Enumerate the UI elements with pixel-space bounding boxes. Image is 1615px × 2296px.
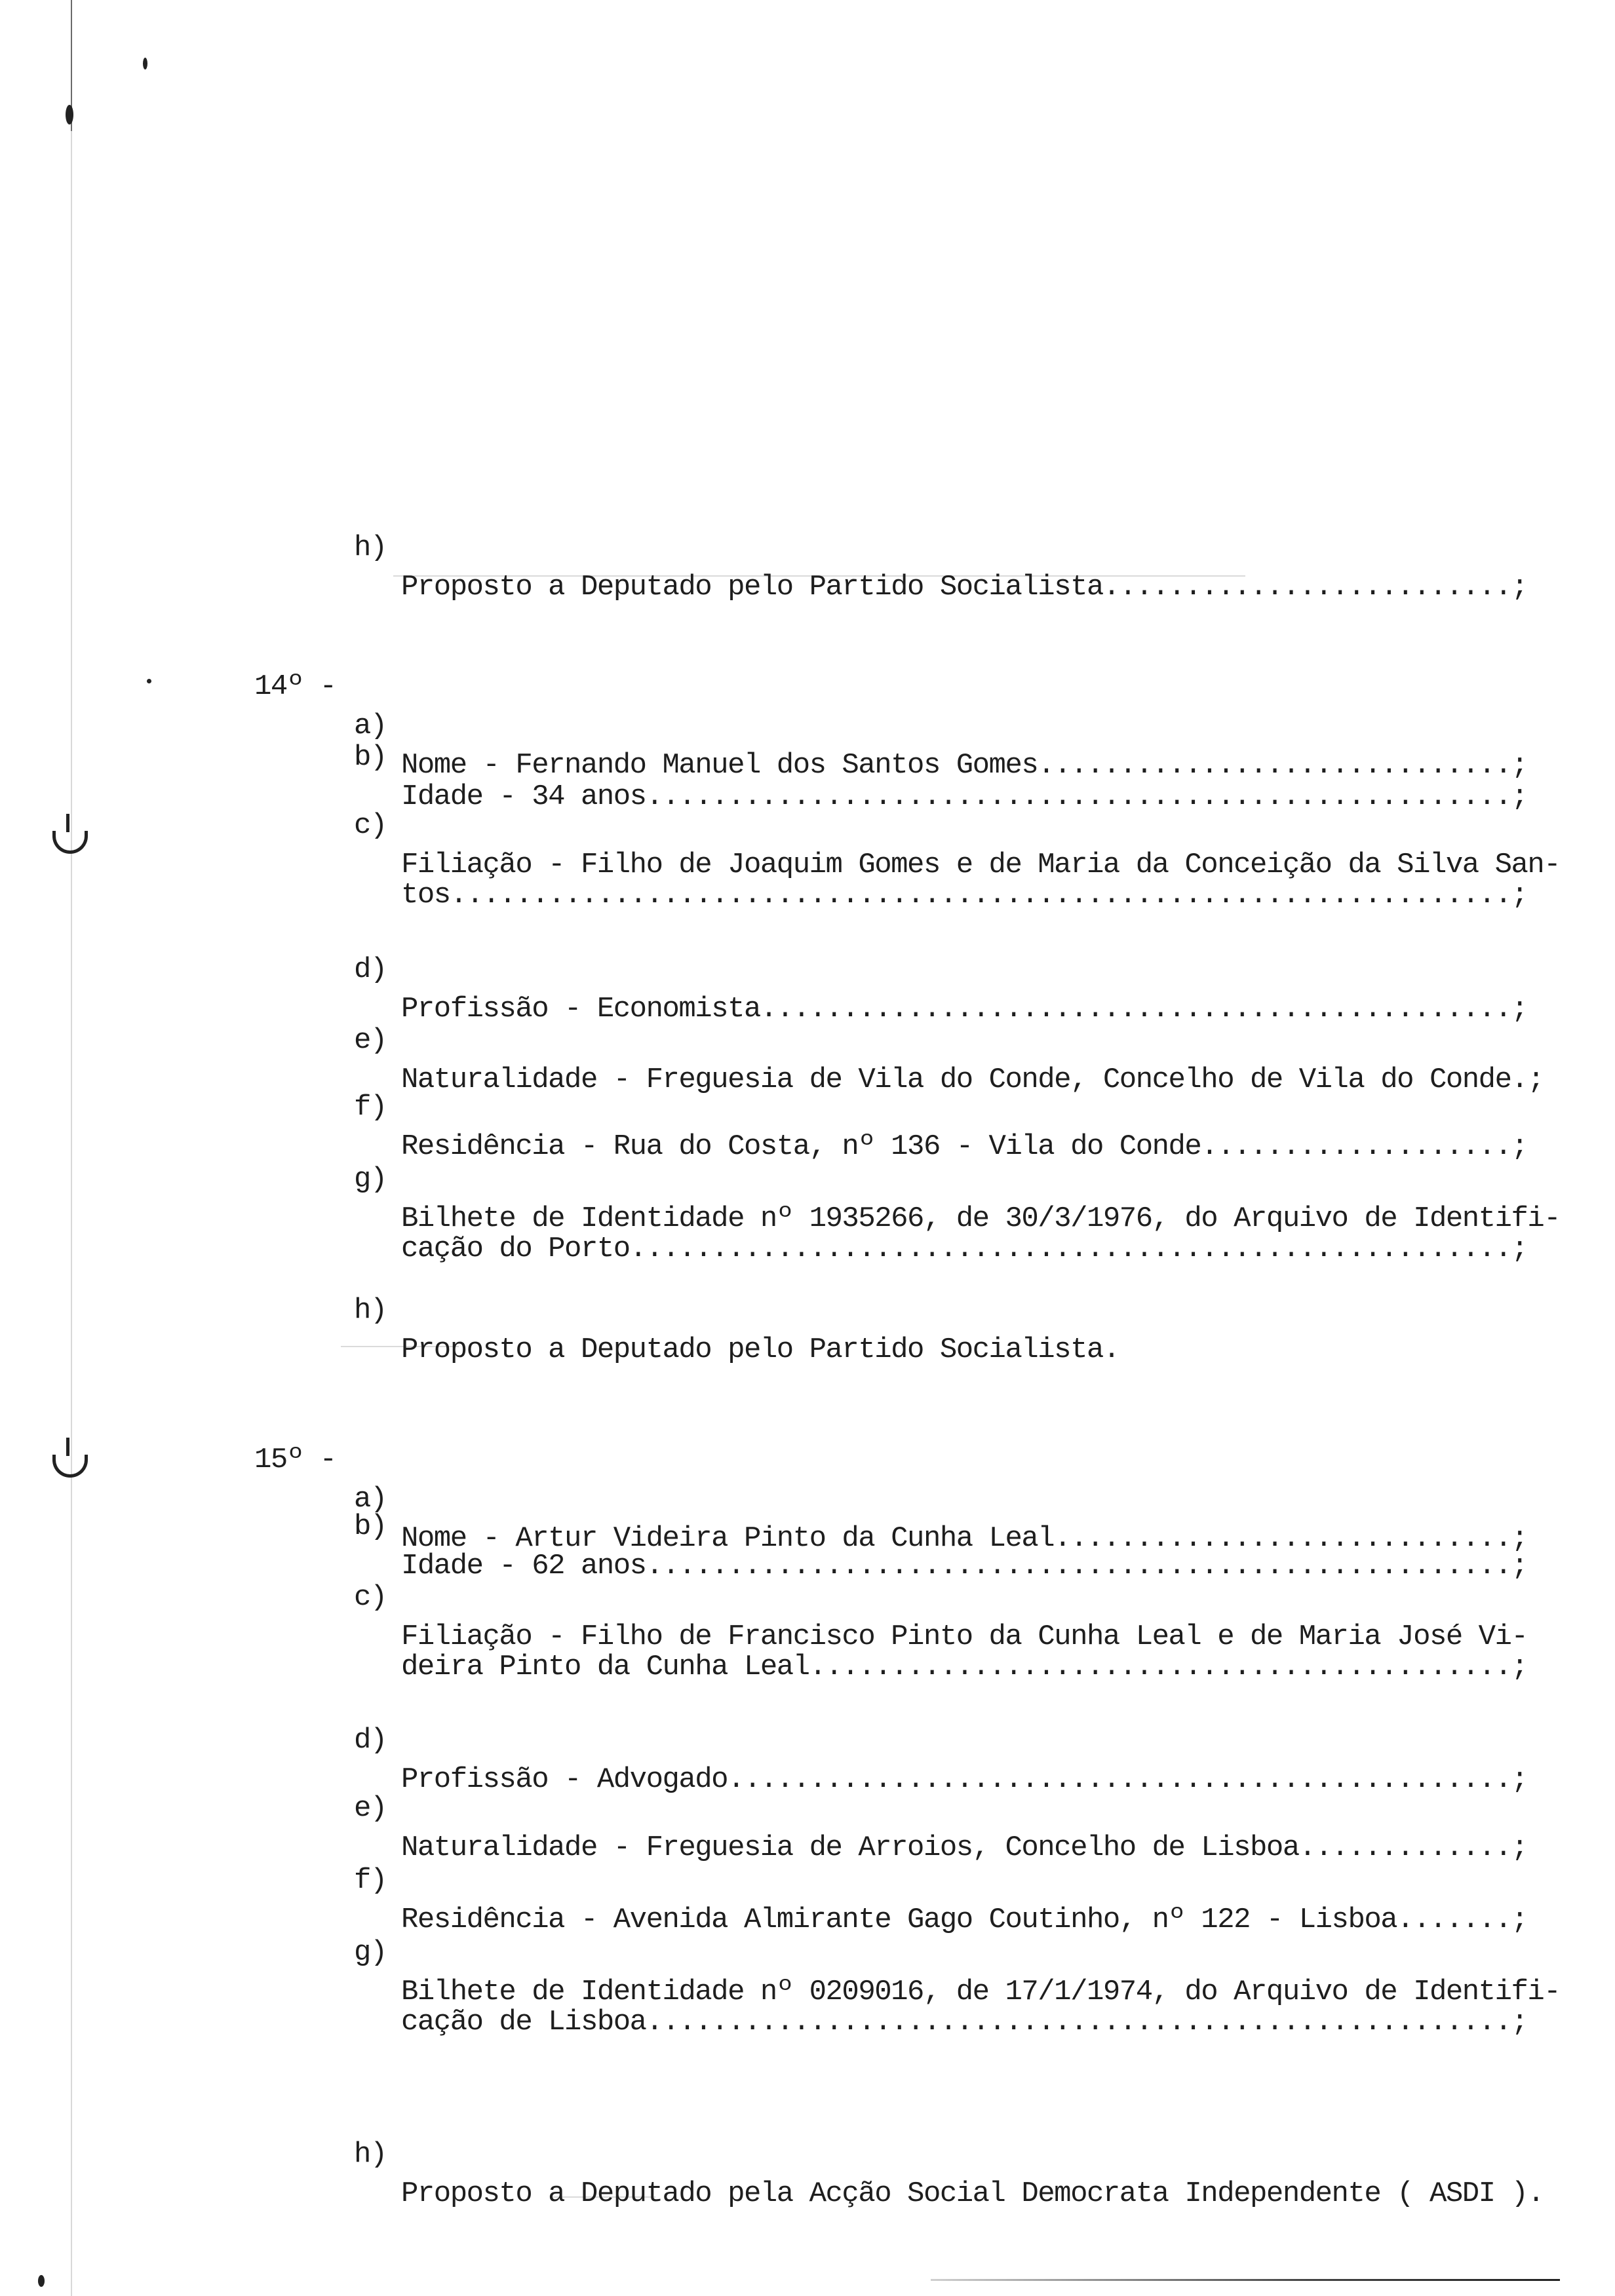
item-text-continuation: cação do Porto......................................................; [401, 1233, 1528, 1265]
item-label: a) [354, 1483, 387, 1516]
item-text: Naturalidade - Freguesia de Vila do Conde, Concelho de Vila do Conde.; [401, 1063, 1544, 1096]
item-text: Profissão - Economista..............................................; [401, 993, 1528, 1025]
item-label: d) [354, 953, 387, 986]
item-label: b) [354, 741, 387, 774]
item-label: c) [354, 809, 387, 842]
item-label: f) [354, 1864, 387, 1897]
entry-item-line [0, 489, 1615, 646]
item-text: Residência - Rua do Costa, nº 136 - Vila do Conde...................; [401, 1130, 1528, 1163]
item-text: Profissão - Advogado................................................; [401, 1763, 1528, 1796]
item-label: a) [354, 710, 387, 742]
item-text-continuation: deira Pinto da Cunha Leal...........................................; [401, 1651, 1528, 1683]
entry-item-continuation [0, 1963, 1615, 2081]
item-label: g) [354, 1163, 387, 1196]
scan-bottom-rule [931, 2279, 1560, 2281]
item-text: Bilhete de Identidade nº 0209016, de 17/1/1974, do Arquivo de Identifi- [401, 1976, 1561, 2008]
entry-item-line [0, 2095, 1615, 2253]
entry-item-line [0, 1252, 1615, 1409]
item-label: b) [354, 1510, 387, 1543]
item-text: Proposto a Deputado pelo Partido Socialista.........................; [401, 571, 1528, 603]
entry-number: 15º - [254, 1444, 336, 1476]
item-text-continuation: cação de Lisboa.....................................................; [401, 2006, 1528, 2038]
item-text: Filiação - Filho de Joaquim Gomes e de Maria da Conceição da Silva San- [401, 849, 1561, 881]
item-text: Residência - Avenida Almirante Gago Coutinho, nº 122 - Lisboa.......; [401, 1904, 1528, 1936]
item-label: f) [354, 1091, 387, 1124]
item-text: Proposto a Deputado pela Acção Social Democrata Independente ( ASDI ). [401, 2177, 1544, 2210]
item-text: Naturalidade - Freguesia de Arroios, Concelho de Lisboa.............; [401, 1831, 1528, 1864]
scan-dot [38, 2275, 45, 2287]
item-label: g) [354, 1936, 387, 1969]
item-text: Nome - Artur Videira Pinto da Cunha Leal............................; [401, 1522, 1528, 1555]
item-text: Filiação - Filho de Francisco Pinto da Cunha Leal e de Maria José Vi- [401, 1620, 1528, 1653]
scan-dot [143, 58, 147, 69]
item-text-continuation: tos.................................................................; [401, 879, 1528, 911]
item-label: e) [354, 1792, 387, 1825]
item-text: Bilhete de Identidade nº 1935266, de 30/3/1976, do Arquivo de Identifi- [401, 1202, 1561, 1235]
entry-number: 14º - [254, 670, 336, 703]
item-text: Proposto a Deputado pelo Partido Socialista. [401, 1333, 1119, 1366]
item-label: h) [354, 531, 387, 564]
item-label: d) [354, 1724, 387, 1757]
item-text: Idade - 34 anos.....................................................; [401, 780, 1528, 813]
item-text: Idade - 62 anos.....................................................; [401, 1550, 1528, 1582]
item-label: h) [354, 1294, 387, 1327]
item-label: c) [354, 1581, 387, 1614]
item-text: Nome - Fernando Manuel dos Santos Gomes.............................; [401, 749, 1528, 782]
item-label: h) [354, 2138, 387, 2171]
scan-dot [66, 105, 73, 124]
item-label: e) [354, 1024, 387, 1057]
